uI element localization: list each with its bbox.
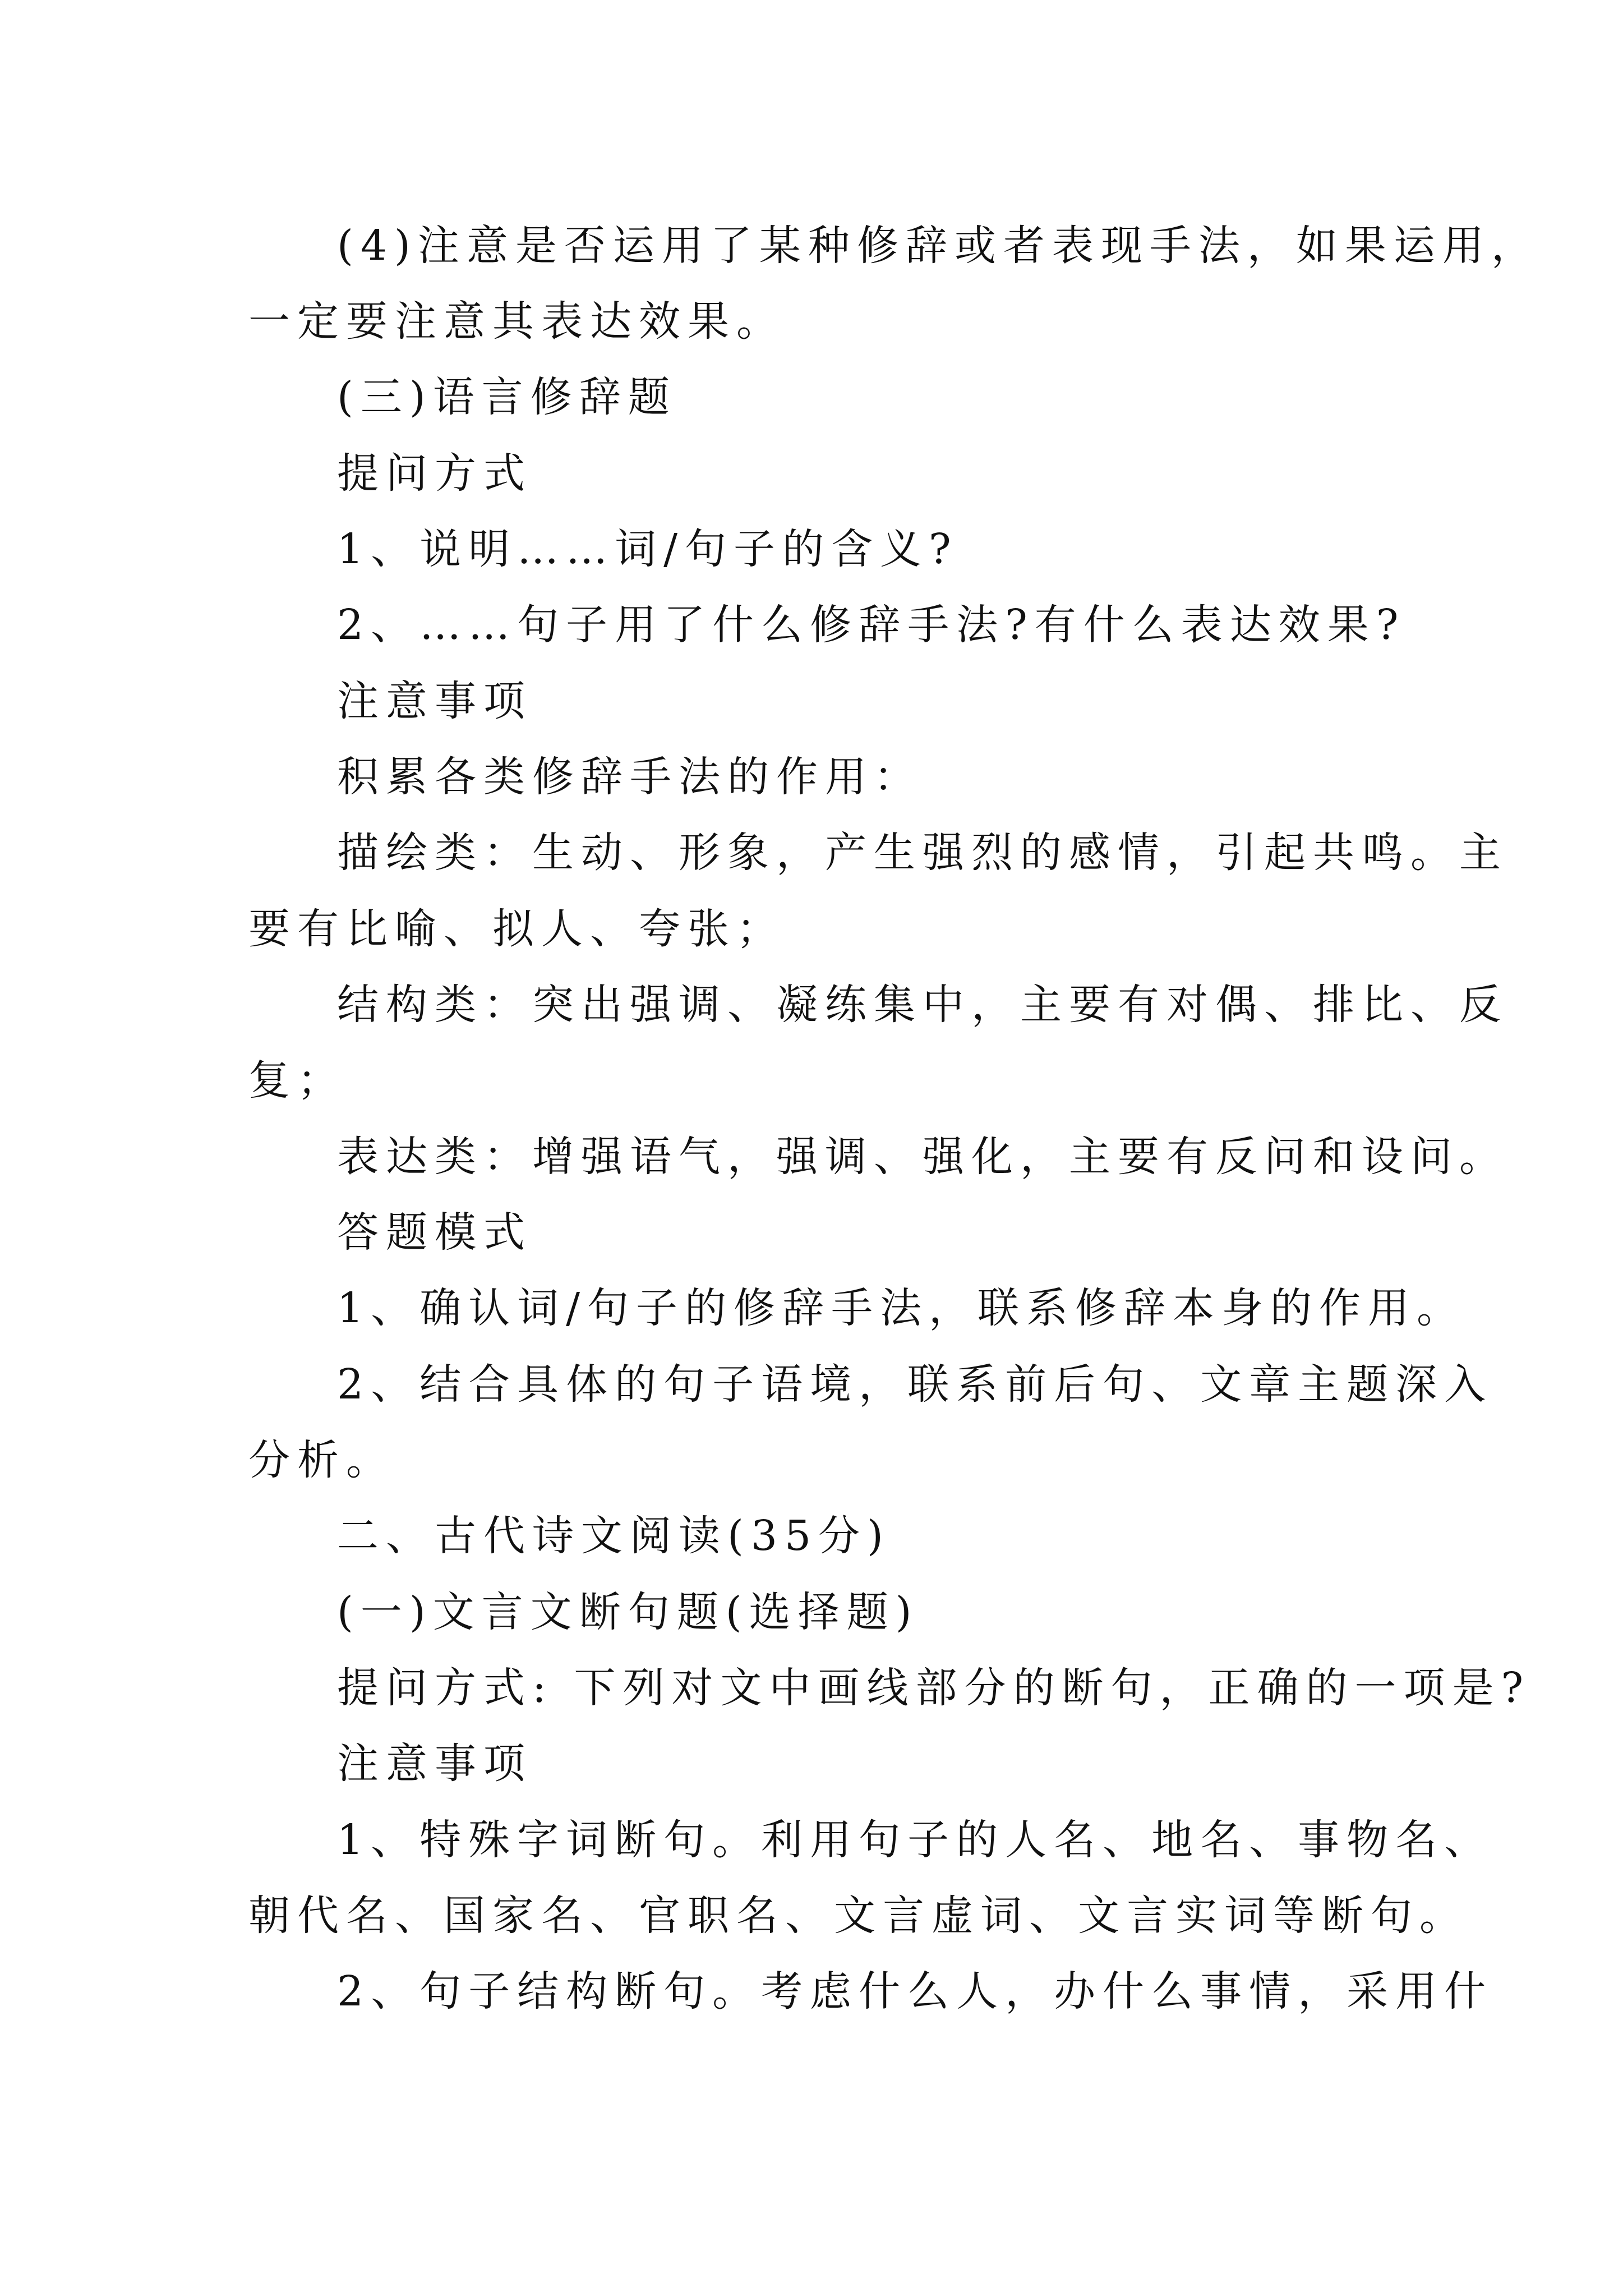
paragraph-line: 结构类：突出强调、凝练集中，主要有对偶、排比、反 — [337, 981, 1508, 1029]
list-item: 2、句子结构断句。考虑什么人，办什么事情，采用什 — [337, 1967, 1493, 2016]
section-heading: 二、古代诗文阅读(35分) — [337, 1512, 891, 1560]
subheading: 提问方式 — [337, 449, 532, 498]
list-item: 2、……句子用了什么修辞手法?有什么表达效果? — [337, 601, 1406, 649]
subheading: 注意事项 — [337, 677, 532, 725]
subheading: 注意事项 — [337, 1740, 532, 1788]
section-heading: (一)文言文断句题(选择题) — [337, 1588, 919, 1636]
paragraph-line: 积累各类修辞手法的作用： — [337, 753, 923, 801]
list-item: 1、说明……词/句子的含义? — [337, 525, 958, 573]
list-item: 2、结合具体的句子语境，联系前后句、文章主题深入 — [337, 1360, 1493, 1409]
paragraph-line: 朝代名、国家名、官职名、文言虚词、文言实词等断句。 — [248, 1892, 1468, 1940]
paragraph-line: 提问方式: 下列对文中画线部分的断句，正确的一项是? — [337, 1664, 1531, 1712]
paragraph-line: 表达类：增强语气，强调、强化，主要有反问和设问。 — [337, 1133, 1508, 1181]
paragraph-line: 要有比喻、拟人、夸张； — [248, 905, 785, 953]
paragraph-line: 一定要注意其表达效果。 — [248, 297, 785, 346]
paragraph-line: (4)注意是否运用了某种修辞或者表现手法，如果运用， — [337, 222, 1540, 270]
list-item: 1、确认词/句子的修辞手法，联系修辞本身的作用。 — [337, 1284, 1466, 1332]
subheading: 答题模式 — [337, 1208, 532, 1257]
list-item: 1、特殊字词断句。利用句子的人名、地名、事物名、 — [337, 1816, 1493, 1864]
section-heading: (三)语言修辞题 — [337, 373, 677, 421]
paragraph-line: 描绘类：生动、形象，产生强烈的感情，引起共鸣。主 — [337, 829, 1508, 877]
paragraph-line: 复； — [248, 1056, 346, 1105]
paragraph-line: 分析。 — [248, 1436, 395, 1484]
